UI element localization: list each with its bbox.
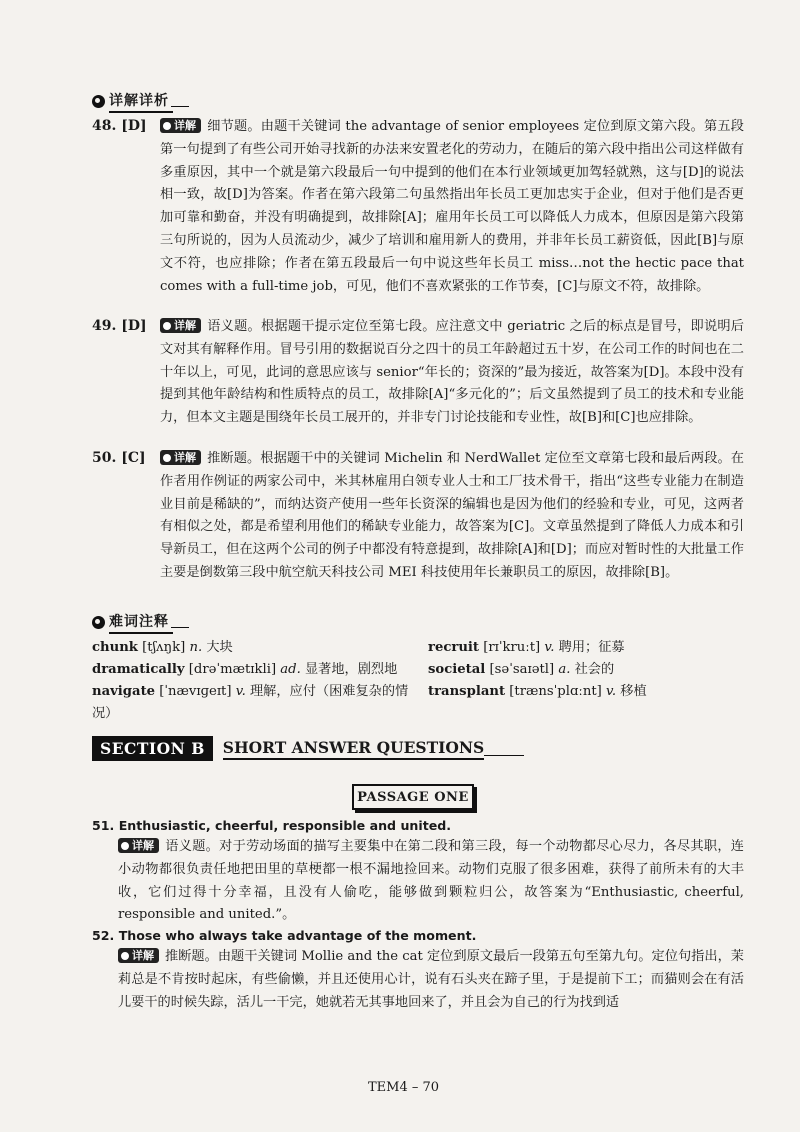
question-52-answer: 52. Those who always take advantage of the moment. — [92, 928, 477, 943]
vocab-item: recruit [rɪˈkruːt] v. 聘用；征募 — [428, 640, 625, 655]
question-52-text: 推断题。由题干关键词 Mollie and the cat 定位到原文最后一段第五句至第九句。定位句指出，茉莉总是不肯按时起床，有些偷懒，并且还使用心计，说有石头夹在蹄子里，于是提前下工；而猫则会在有活儿要干的时候失踪，活儿一干完，她就若无其事地回来了，并且会为自己的行为找到适 — [118, 949, 744, 1010]
bullet-icon — [121, 842, 129, 850]
question-51-text: 语义题。对于劳动场面的描写主要集中在第二段和第三段，每一个动物都尽心尽力，各尽其职，连小动物都很负责任地把田里的草梗都一根不漏地捡回来。动物们克服了很多困难，获得了前所未有的大丰收，它们过得十分幸福，且没有人偷吃，能够做到颗粒归公，故答案为“Enthusiastic, cheerful, responsible and united.”。 — [118, 839, 744, 923]
section-b-title: SHORT ANSWER QUESTIONS — [223, 738, 484, 760]
bullet-icon — [92, 95, 105, 108]
question-49-text: 语义题。根据题干提示定位至第七段。应注意文中 geriatric 之后的标点是冒号，即说明后文对其有解释作用。冒号引用的数据说百分之四十的员工年龄超过五十岁，在公司工作的时间也在二十年以上，可见，此词的意思应该与 senior“年长的；资深的”最为接近，故答案为[D]。本段中没有提到其他年龄结构和性质特点的员工，故排除[A]“多元化的”；后文虽然提到了员工的技术和专业能力，但本文主题是围绕年长员工展开的，并非专门讨论技能和专业性，故[B]和[C]也应排除。 — [160, 319, 744, 426]
bullet-icon — [92, 616, 105, 629]
vocab-item: dramatically [drəˈmætɪkli] ad. 显著地，剧烈地 — [92, 662, 398, 677]
detail-badge: 详解 — [160, 450, 201, 465]
bullet-icon — [121, 952, 129, 960]
question-50-number: 50. [C] — [92, 450, 146, 466]
question-51-explanation — [118, 836, 744, 927]
section-b-heading — [92, 736, 524, 761]
vocab-list-right — [428, 637, 748, 703]
bullet-icon — [163, 454, 171, 462]
section-header-analysis-label: 详解详析 — [109, 90, 173, 113]
question-49-explanation — [160, 316, 744, 430]
question-49-number: 49. [D] — [92, 318, 147, 334]
question-48-text: 细节题。由题干关键词 the advantage of senior employees 定位到原文第六段。第五段第一句提到了有些公司开始寻找新的办法来安置老化的劳动力，在随后的第六段中指出公司这样做有多重原因，其中一个就是第六段最后一句中提到的他们在本行业领域更加驾轻就熟，这与[D]的说法相一致，故[D]为答案。作者在第六段第二句虽然指出年长员工更加忠实于企业，但对于他们是否更加可靠和勤奋，并没有明确提到，故排除[A]；雇用年长员工可以降低人力成本，但原因是第六段第三句所说的，因为人员流动少，减少了培训和雇用新人的费用，并非年长员工薪资低，因此[B]与原文不符，也应排除；作者在第五段最后一句中说这些年长员工 miss…not the hectic pace that comes with a full-time job，可见，他们不喜欢紧张的工作节奏，[C]与原文不符，故排除。 — [160, 119, 744, 294]
detail-badge: 详解 — [160, 318, 201, 333]
passage-title: PASSAGE ONE — [352, 784, 474, 810]
section-header-analysis — [92, 90, 189, 113]
question-52-explanation — [118, 946, 744, 1014]
question-48-number: 48. [D] — [92, 118, 147, 134]
question-48-explanation — [160, 116, 744, 298]
vocab-item: chunk [tʃʌŋk] n. 大块 — [92, 640, 233, 655]
section-header-vocab — [92, 611, 189, 634]
bullet-icon — [163, 322, 171, 330]
question-50-text: 推断题。根据题干中的关键词 Michelin 和 NerdWallet 定位至文章第七段和最后两段。在作者用作例证的两家公司中，米其林雇用白领专业人士和工厂技术骨干，指出“这些专业能力在制造业目前是稀缺的”，而纳达资产使用一些年长资深的编辑也是因为他们的经验和专业，可见，这两者有相似之处，都是希望利用他们的稀缺专业能力，故答案为[C]。文章虽然提到了降低人力成本和引导新员工，但在这两个公司的例子中都没有特意提到，故排除[A]和[D]；而应对暂时性的大批量工作主要是倒数第三段中航空航天科技公司 MEI 科技使用年长兼职员工的原因，故排除[B]。 — [160, 451, 744, 580]
section-b-label: SECTION B — [92, 736, 213, 761]
detail-badge: 详解 — [118, 948, 159, 963]
question-51-answer: 51. Enthusiastic, cheerful, responsible and united. — [92, 818, 452, 833]
detail-badge: 详解 — [160, 118, 201, 133]
vocab-item: transplant [trænsˈplɑːnt] v. 移植 — [428, 684, 647, 699]
question-50-explanation — [160, 448, 744, 585]
bullet-icon — [163, 122, 171, 130]
vocab-item: navigate [ˈnævɪɡeɪt] v. 理解，应付（困难复杂的情况） — [92, 684, 409, 721]
vocab-item: societal [səˈsaɪətl] a. 社会的 — [428, 662, 615, 677]
section-header-vocab-label: 难词注释 — [109, 611, 173, 634]
vocab-list-left — [92, 637, 412, 725]
detail-badge: 详解 — [118, 838, 159, 853]
page-number: TEM4 – 70 — [368, 1080, 440, 1095]
